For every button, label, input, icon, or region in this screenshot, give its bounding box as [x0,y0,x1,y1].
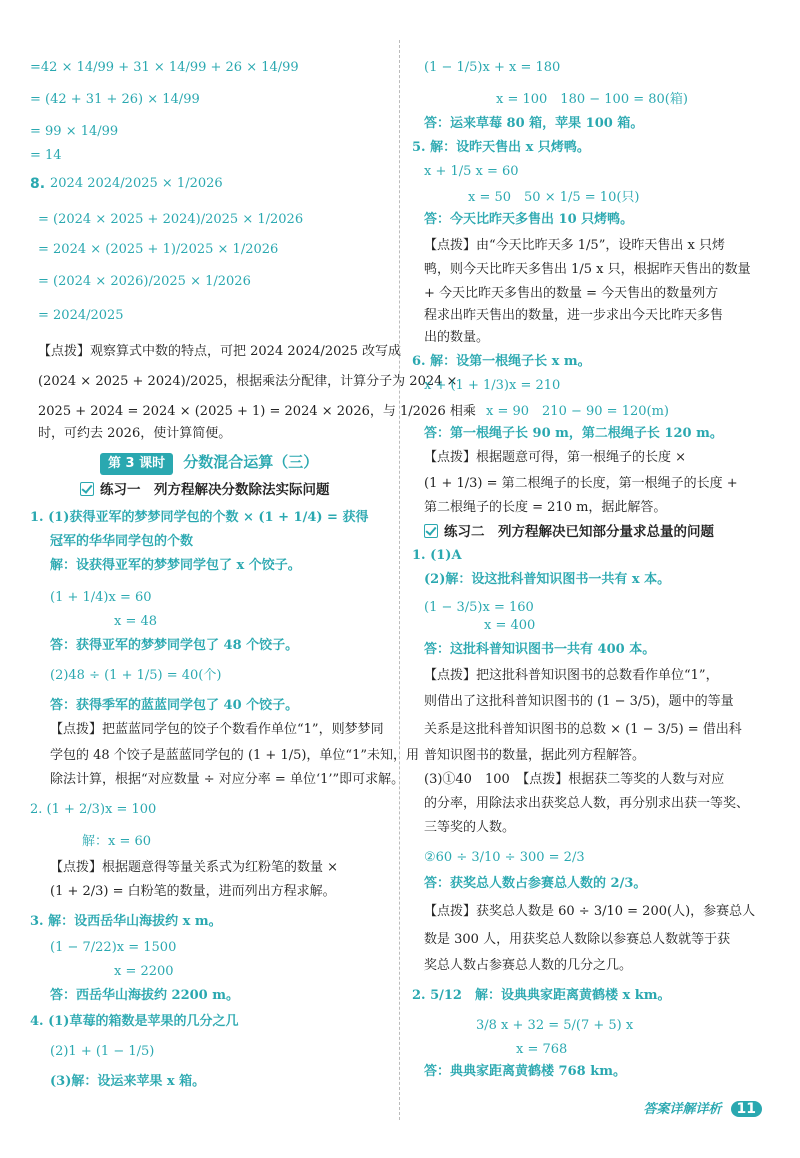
footer-title: 答案详解详析 [643,1102,722,1117]
calc-line: (2)48 ÷ (1 + 1/5) = 40(个) [50,668,222,683]
answer-text: (3)解：设运来苹果 x 箱。 [50,1074,206,1089]
calc-line: = 99 × 14/99 [30,124,119,139]
calc-line: x = 50 50 × 1/5 = 10(只) [468,190,640,205]
tip-text: 的分率，用除法求出获奖总人数，再分别求出获一等奖、 [424,796,750,811]
answer-text: 答：今天比昨天多售出 10 只烤鸭。 [424,212,634,227]
lesson-badge: 第 3 课时 [100,453,173,475]
question-text: 6. 解：设第一根绳子长 x m。 [412,354,591,369]
exercise-title: 练习二 列方程解决已知部分量求总量的问题 [424,522,714,542]
calc-line: = (42 + 31 + 26) × 14/99 [30,92,200,107]
column-divider [399,40,400,1120]
tip-text: (2024 × 2025 + 2024)/2025，根据乘法分配律，计算分子为 2024 × [38,374,458,389]
calc-line: x = 2200 [114,964,174,979]
tip-text: 出的数量。 [424,330,490,345]
question-text: 冠军的华华同学包的个数 [50,534,194,549]
calc-line: = (2024 × 2025 + 2024)/2025 × 1/2026 [38,212,304,227]
checkbox-icon [80,482,94,496]
question-text: 2. 5/12 解：设典典家距离黄鹤楼 x km。 [412,988,671,1003]
tip-text: 【点拨】根据题意可得，第一根绳子的长度 × [424,450,687,465]
tip-text: 则借出了这批科普知识图书的 (1 − 3/5)，题中的等量 [424,694,734,709]
calc-line: (1 − 7/22)x = 1500 [50,940,177,955]
question-text: 5. 解：设昨天售出 x 只烤鸭。 [412,140,590,155]
tip-text: (3)①40 100 【点拨】根据获二等奖的人数与对应 [424,772,725,787]
calc-line: = 14 [30,148,62,163]
answer-text: 答：第一根绳子长 90 m，第二根绳子长 120 m。 [424,426,723,441]
answer-text: 答：获奖总人数占参赛总人数的 2/3。 [424,876,647,891]
tip-text: 【点拨】把这批科普知识图书的总数看作单位“1”， [424,668,719,683]
calc-line: =42 × 14/99 + 31 × 14/99 + 26 × 14/99 [30,60,299,75]
tip-text: 除法计算，根据“对应数量 ÷ 对应分率 = 单位‘1’”即可求解。 [50,772,405,787]
answer-text: 答：运来草莓 80 箱，苹果 100 箱。 [424,116,644,131]
tip-text: 关系是这批科普知识图书的总数 × (1 − 3/5) = 借出科 [424,722,742,737]
answer-text: (2)解：设这批科普知识图书一共有 x 本。 [424,572,671,587]
tip-text: + 今天比昨天多售出的数量 = 今天售出的数量列方 [424,286,719,301]
calc-line: 2024 2024/2025 × 1/2026 [50,176,223,191]
question-number: 8. [30,176,46,192]
answer-text: 答：获得季军的蓝蓝同学包了 40 个饺子。 [50,698,299,713]
tip-text: (1 + 1/3) = 第二根绳子的长度，第一根绳子的长度 + [424,476,738,491]
calc-line: x = 100 180 − 100 = 80(箱) [496,92,688,107]
tip-text: 数是 300 人，用获奖总人数除以参赛总人数就等于获 [424,932,731,947]
calc-line: x = 400 [484,618,536,633]
tip-text: 【点拨】根据题意得等量关系式为红粉笔的数量 × [50,860,339,875]
tip-text: 【点拨】由“今天比昨天多 1/5”，设昨天售出 x 只烤 [424,238,725,253]
calc-line: (1 − 3/5)x = 160 [424,600,534,615]
calc-line: x = 90 210 − 90 = 120(m) [486,404,669,419]
lesson-header [100,452,318,475]
answer-text: 答：获得亚军的梦梦同学包了 48 个饺子。 [50,638,299,653]
tip-text: 程求出昨天售出的数量，进一步求出今天比昨天多售 [424,308,724,323]
calc-line: x + (1 + 1/3)x = 210 [424,378,561,393]
calc-line: x + 1/5 x = 60 [424,164,519,179]
calc-line: ②60 ÷ 3/10 ÷ 300 = 2/3 [424,850,585,865]
question-text: 4. (1)草莓的箱数是苹果的几分之几 [30,1014,239,1029]
tip-text: 学包的 48 个饺子是蓝蓝同学包的 (1 + 1/5)，单位“1”未知，用 [50,748,419,763]
calc-line: (2)1 + (1 − 1/5) [50,1044,155,1059]
tip-text: 三等奖的人数。 [424,820,516,835]
lesson-title: 分数混合运算（三） [183,453,319,471]
tip-text: 【点拨】获奖总人数是 60 ÷ 3/10 = 200(人)，参赛总人 [424,904,756,919]
calc-line: x = 48 [114,614,158,629]
tip-text: (1 + 2/3) = 白粉笔的数量，进而列出方程求解。 [50,884,336,899]
question-text: 1. (1)A [412,548,462,563]
tip-text: 奖总人数占参赛总人数的几分之几。 [424,958,633,973]
question-text: 1. (1)获得亚军的梦梦同学包的个数 × (1 + 1/4) = 获得 [30,510,369,525]
calc-line: 解：x = 60 [82,834,152,849]
calc-line: 2. (1 + 2/3)x = 100 [30,802,157,817]
calc-line: 3/8 x + 32 = 5/(7 + 5) x [476,1018,634,1033]
tip-text: 2025 + 2024 = 2024 × (2025 + 1) = 2024 × 2026，与 1/2026 相乘 [38,404,476,419]
calc-line: = 2024 × (2025 + 1)/2025 × 1/2026 [38,242,279,257]
calc-line: (1 − 1/5)x + x = 180 [424,60,561,75]
page-footer [643,1098,762,1117]
tip-text: 鸭，则今天比昨天多售出 1/5 x 只，根据昨天售出的数量 [424,262,751,277]
exercise-title: 练习一 列方程解决分数除法实际问题 [80,480,330,500]
tip-text: 时，可约去 2026，使计算简便。 [38,426,232,441]
question-text: 3. 解：设西岳华山海拔约 x m。 [30,914,222,929]
answer-text: 答：典典家距离黄鹤楼 768 km。 [424,1064,626,1079]
tip-text: 【点拨】观察算式中数的特点，可把 2024 2024/2025 改写成 [38,344,402,359]
calc-line: (1 + 1/4)x = 60 [50,590,152,605]
checkbox-icon [424,524,438,538]
answer-text: 答：这批科普知识图书一共有 400 本。 [424,642,656,657]
calc-line: = 2024/2025 [38,308,124,323]
tip-text: 【点拨】把蓝蓝同学包的饺子个数看作单位“1”，则梦梦同 [50,722,384,737]
tip-text: 第二根绳子的长度 = 210 m，据此解答。 [424,500,667,515]
tip-text: 普知识图书的数量，据此列方程解答。 [424,748,646,763]
answer-text: 答：西岳华山海拔约 2200 m。 [50,988,239,1003]
answer-text: 解：设获得亚军的梦梦同学包了 x 个饺子。 [50,558,301,573]
page-number: 11 [731,1101,762,1117]
calc-line: = (2024 × 2026)/2025 × 1/2026 [38,274,251,289]
calc-line: x = 768 [516,1042,568,1057]
